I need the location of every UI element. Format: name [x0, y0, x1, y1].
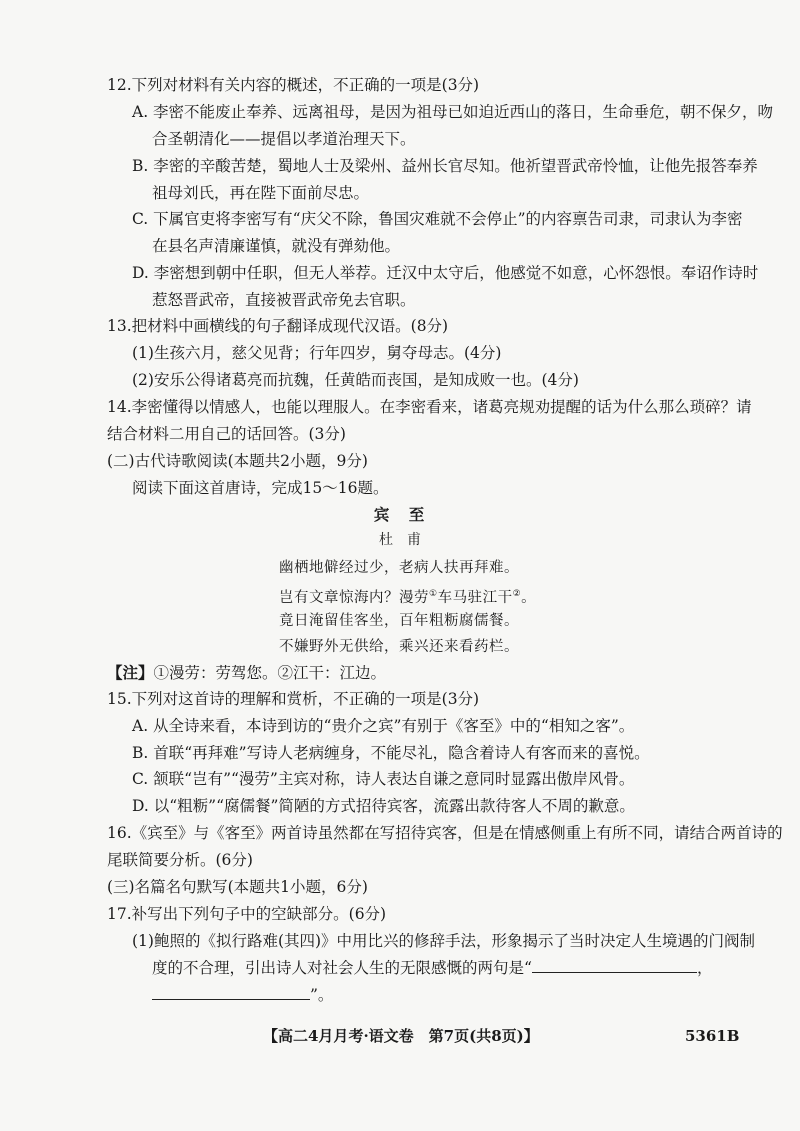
q16-line1: 16.《宾至》与《客至》两首诗虽然都在写招待宾客，但是在情感侧重上有所不同，请结合两首诗的 — [107, 824, 783, 842]
q13-sentence-1: (1)生孩六月，慈父见背；行年四岁，舅夺母志。(4分) — [132, 344, 502, 362]
q16-line2: 尾联简要分析。(6分) — [107, 851, 253, 869]
poem-line-2 — [279, 584, 536, 608]
poem-note — [107, 663, 386, 683]
q12-option-a-line2: 合圣朝清化——提倡以孝道治理天下。 — [152, 130, 416, 148]
section-2-title: (二)古代诗歌阅读(本题共2小题，9分) — [107, 452, 368, 470]
section-3-title: (三)名篇名句默写(本题共1小题，6分) — [107, 878, 368, 896]
poem-line-2-end: 。 — [521, 589, 537, 606]
q17-comma: ， — [696, 959, 713, 977]
q15-stem: 15.下列对这首诗的理解和赏析，不正确的一项是(3分) — [107, 690, 480, 708]
footnote-marker-2: ② — [512, 589, 522, 599]
page-footer-code: 5361B — [685, 1027, 740, 1045]
q15-option-d: D. 以“粗粝”“腐儒餐”简陋的方式招待宾客，流露出款待客人不周的歉意。 — [132, 797, 635, 815]
q15-option-c: C. 颔联“岂有”“漫劳”主宾对称，诗人表达自谦之意同时显露出傲岸风骨。 — [132, 770, 635, 788]
q12-option-a-line1: A. 李密不能废止奉养、远离祖母，是因为祖母已如迫近西山的落日，生命垂危，朝不保夕，吻 — [132, 103, 774, 121]
poem-line-1: 幽栖地僻经过少，老病人扶再拜难。 — [279, 560, 519, 576]
q17-part1-line2-text: 度的不合理，引出诗人对社会人生的无限感慨的两句是“ — [152, 959, 532, 977]
q15-option-b: B. 首联“再拜难”写诗人老病缠身，不能尽礼，隐含着诗人有客而来的喜悦。 — [132, 744, 650, 762]
poem-title: 宾 至 — [373, 505, 427, 524]
note-text: ①漫劳：劳驾您。②江干：江边。 — [153, 664, 387, 682]
answer-blank-2[interactable] — [152, 985, 310, 1000]
q12-option-b-line1: B. 李密的辛酸苦楚，蜀地人士及梁州、益州长官尽知。他祈望晋武帝怜恤，让他先报答奉养 — [132, 157, 758, 175]
q12-option-c-line1: C. 下属官吏将李密写有“庆父不除，鲁国灾难就不会停止”的内容禀告司隶，司隶认为李密 — [132, 210, 743, 228]
q17-part1-line1: (1)鲍照的《拟行路难(其四)》中用比兴的修辞手法，形象揭示了当时决定人生境遇的门阀制 — [132, 932, 756, 950]
note-label: 【注】 — [107, 663, 154, 682]
page-footer-label: 【高二4月月考·语文卷 第7页(共8页)】 — [263, 1027, 539, 1045]
answer-blank-1[interactable] — [532, 958, 697, 973]
q15-option-a: A. 从全诗来看，本诗到访的“贵介之宾”有别于《客至》中的“相知之客”。 — [132, 717, 635, 735]
q12-option-d-line2: 惹怒晋武帝，直接被晋武帝免去官职。 — [152, 291, 416, 309]
poem-line-2-part1: 岂有文章惊海内？漫劳 — [279, 589, 429, 606]
q13-sentence-2: (2)安乐公得诸葛亮而抗魏，任黄皓而丧国，是知成败一也。(4分) — [132, 371, 579, 389]
q12-stem: 12.下列对材料有关内容的概述，不正确的一项是(3分) — [107, 76, 480, 94]
footnote-marker-1: ① — [429, 589, 438, 599]
poem-line-2-part2: 车马驻江干 — [437, 589, 513, 606]
q17-part1-line2 — [152, 958, 712, 978]
q12-option-b-line2: 祖母刘氏，再在陛下面前尽忠。 — [152, 184, 370, 202]
section-2-intro: 阅读下面这首唐诗，完成15～16题。 — [132, 479, 389, 497]
q17-stem: 17.补写出下列句子中的空缺部分。(6分) — [107, 905, 387, 923]
q14-line1: 14.李密懂得以情感人，也能以理服人。在李密看来，诸葛亮规劝提醒的话为什么那么琐碎？请 — [107, 398, 752, 416]
q12-option-d-line1: D. 李密想到朝中任职，但无人举荐。迁汉中太守后，他感觉不如意，心怀怨恨。奉诏作诗时 — [132, 264, 759, 282]
q17-line-end: ”。 — [310, 986, 334, 1004]
q13-stem: 13.把材料中画横线的句子翻译成现代汉语。(8分) — [107, 317, 449, 335]
poem-line-4: 不嫌野外无供给，乘兴还来看药栏。 — [279, 639, 519, 655]
poem-line-3: 竟日淹留佳客坐，百年粗粝腐儒餐。 — [279, 613, 519, 629]
poem-author: 杜 甫 — [379, 532, 421, 548]
q14-line2: 结合材料二用自己的话回答。(3分) — [107, 425, 346, 443]
q12-option-c-line2: 在县名声清廉谨慎，就没有弹劾他。 — [152, 237, 401, 255]
q17-part1-line3 — [152, 985, 333, 1005]
